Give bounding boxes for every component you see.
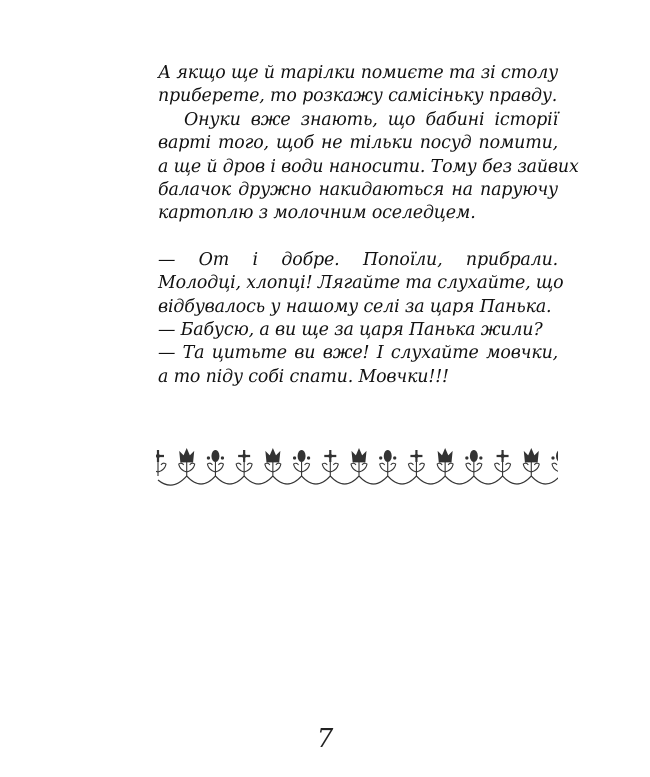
story-text	[158, 62, 579, 389]
text-line: а ще й дров і води наносити. Тому без зайвих	[158, 156, 579, 177]
text-line: — Та цитьте ви вже! І слухайте мовчки,	[158, 343, 558, 364]
text-line: Онуки вже знають, що бабині історії	[184, 109, 558, 130]
paragraph-2	[158, 109, 579, 226]
text-line: а то піду собі спати. Мовчки!!!	[158, 366, 449, 387]
floral-border-ornament-icon	[156, 440, 558, 488]
text-line: — Бабусю, а ви ще за царя Панька жили?	[158, 320, 543, 341]
paragraph-1	[158, 62, 558, 109]
paragraph-gap	[158, 226, 558, 249]
paragraph-5	[158, 342, 558, 389]
text-line: — От і добре. Попоїли, прибрали.	[158, 249, 558, 270]
text-line: картоплю з молочним оселедцем.	[158, 203, 476, 224]
text-line: балачок дружно накидаються на паруючу	[158, 180, 558, 201]
text-line: приберете, то розкажу самісіньку правду.	[158, 86, 558, 107]
text-line: Молодці, хлопці! Лягайте та слухайте, що	[158, 273, 564, 294]
paragraph-4	[158, 319, 558, 342]
paragraph-3	[158, 249, 564, 319]
text-line: варті того, щоб не тільки посуд помити,	[158, 133, 558, 154]
text-line: відбувалось у нашому селі за царя Панька.	[158, 296, 552, 317]
text-line: А якщо ще й тарілки помиєте та зі столу	[158, 63, 559, 83]
page-number: 7	[316, 724, 334, 754]
